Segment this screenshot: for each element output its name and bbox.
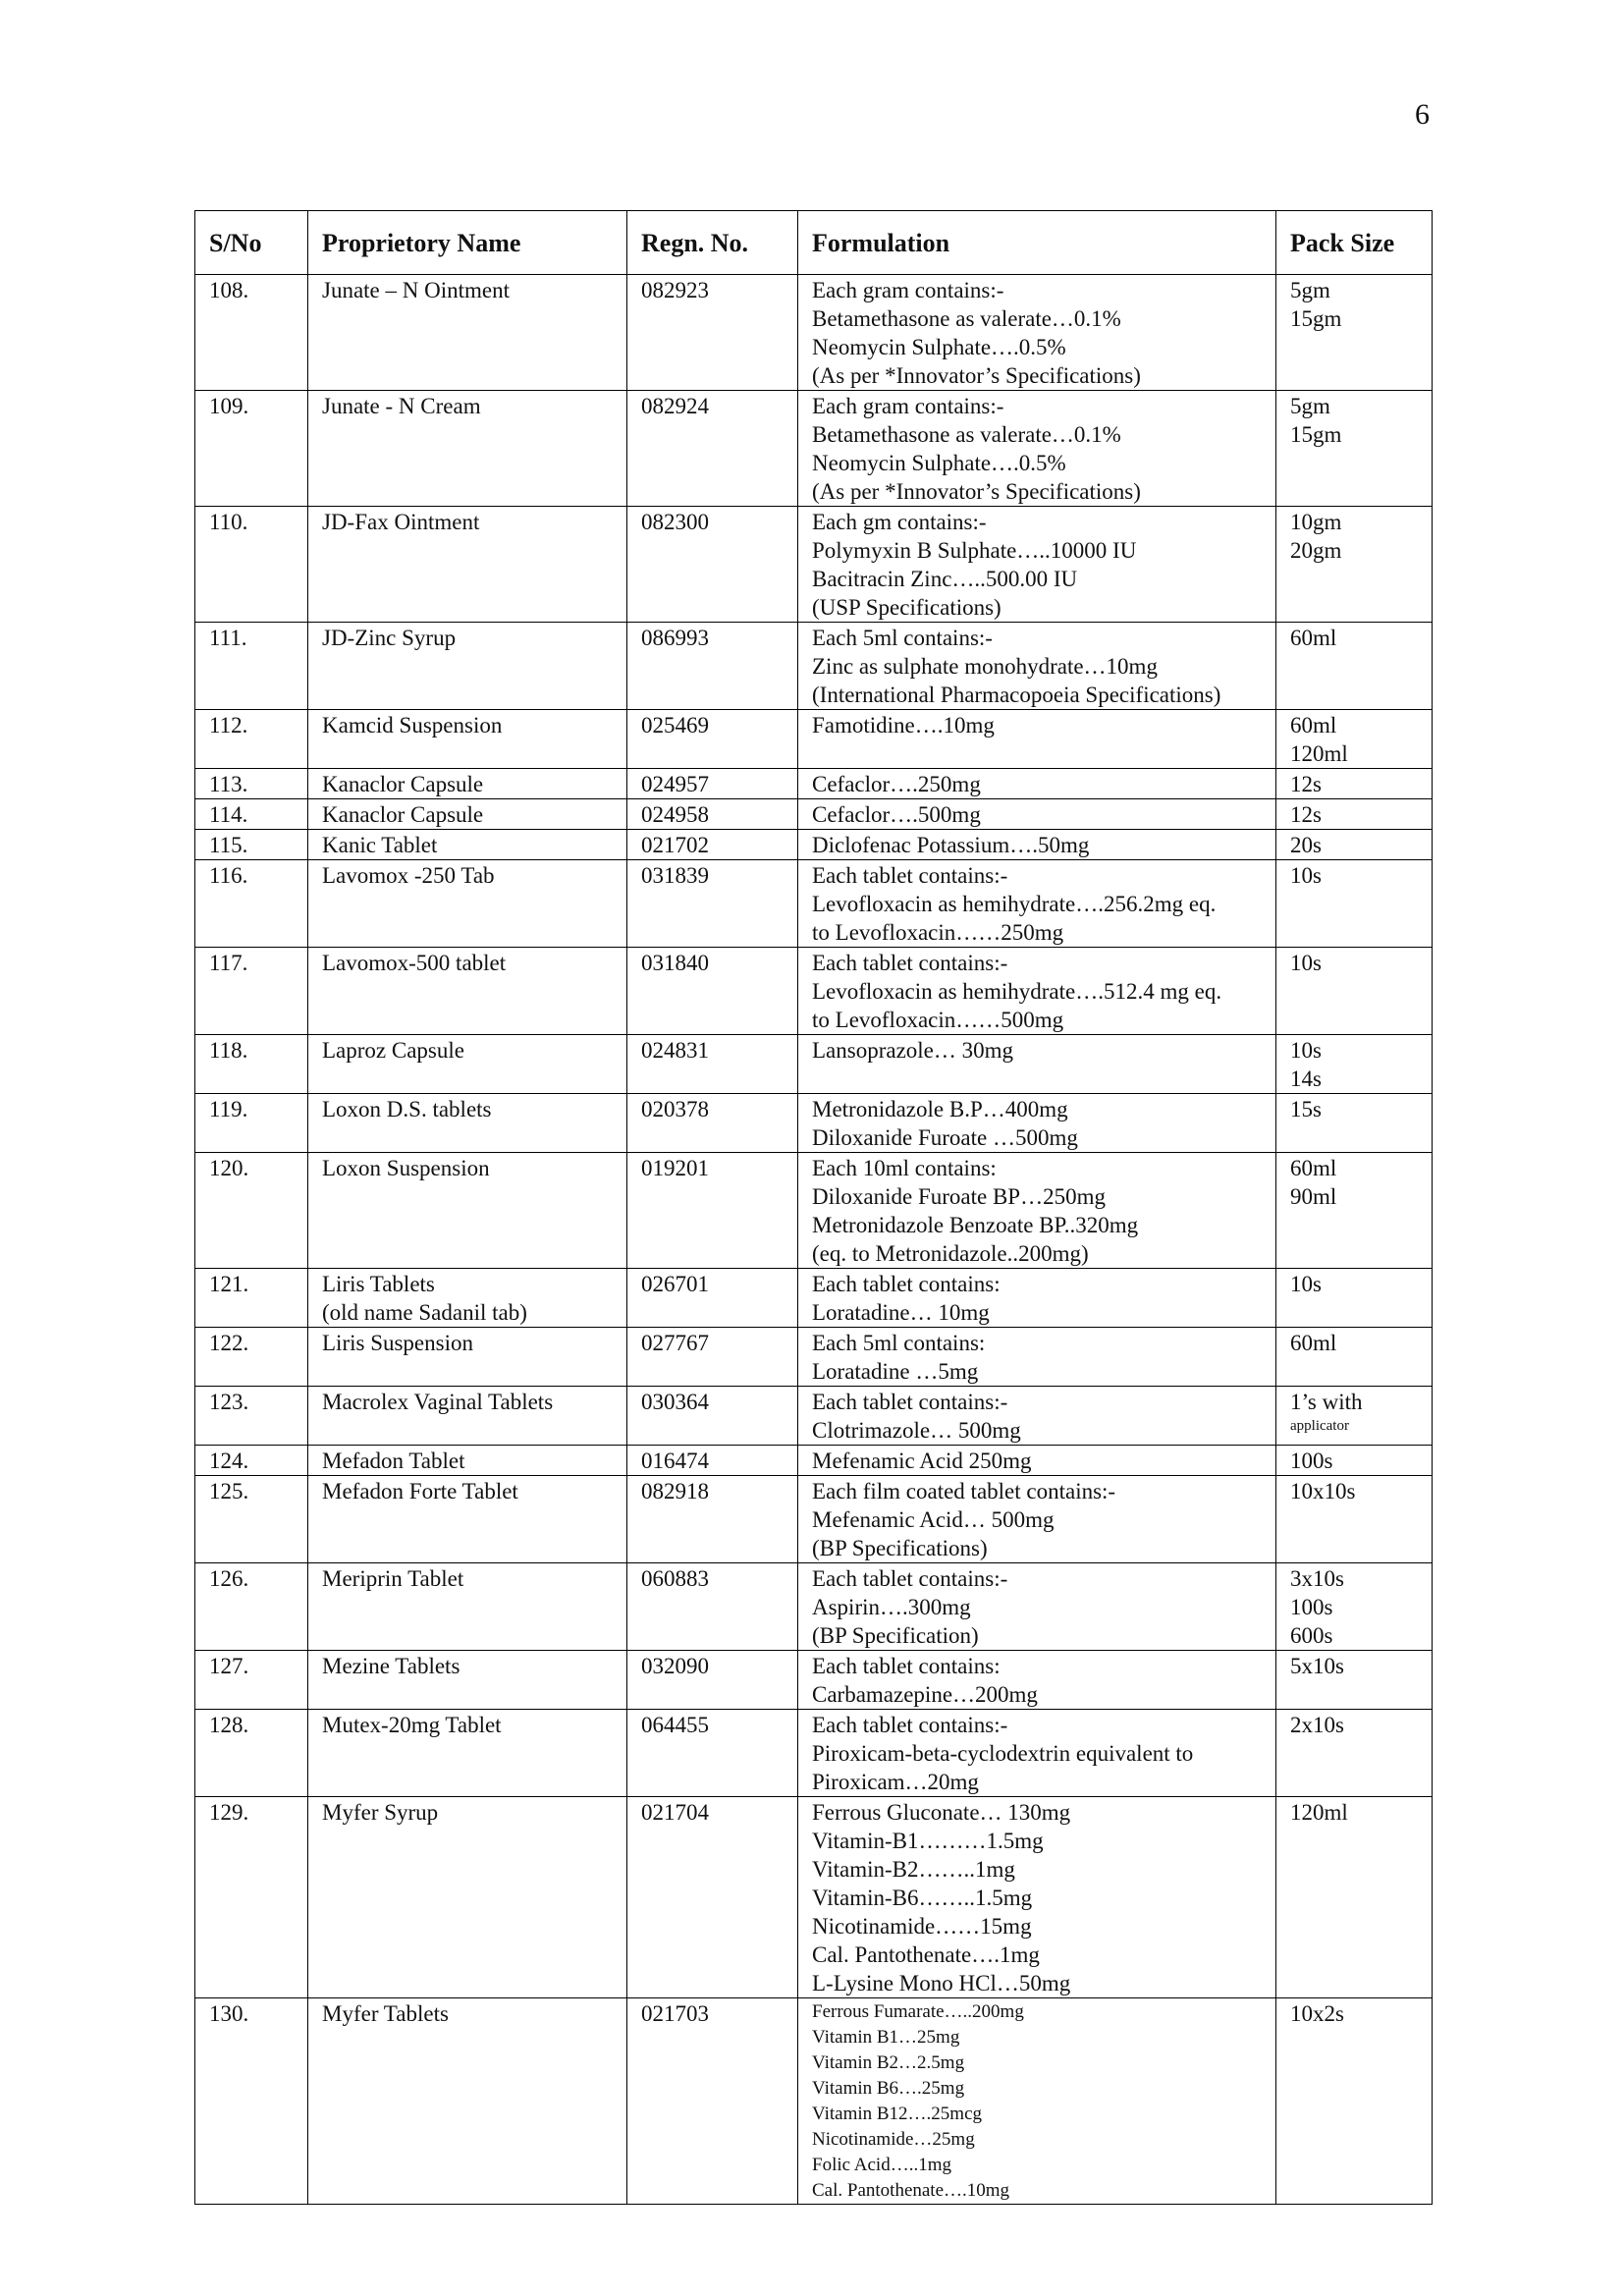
- cell-pack-size: [1276, 1998, 1433, 2205]
- header-proprietory-name: Proprietory Name: [308, 211, 627, 275]
- header-pack-size: Pack Size: [1276, 211, 1433, 275]
- cell-pack-size: [1276, 830, 1433, 860]
- table-row: [195, 1328, 1433, 1387]
- cell-formulation: [798, 830, 1276, 860]
- formulation-line: Levofloxacin as hemihydrate….512.4 mg eq.: [812, 979, 1222, 1004]
- cell-sno: 120.: [195, 1153, 308, 1269]
- formulation-line: Vitamin B12….25mcg: [812, 2104, 983, 2124]
- pack-line: 14s: [1290, 1066, 1322, 1091]
- cell-regn-no: 060883: [627, 1563, 798, 1651]
- name-line: Liris Suspension: [322, 1331, 473, 1355]
- cell-proprietory-name: [308, 1998, 627, 2205]
- cell-pack-size: [1276, 769, 1433, 799]
- cell-formulation: [798, 710, 1276, 769]
- cell-sno: 112.: [195, 710, 308, 769]
- cell-proprietory-name: [308, 710, 627, 769]
- cell-regn-no: 019201: [627, 1153, 798, 1269]
- pack-line: 10s: [1290, 1038, 1322, 1063]
- formulation-line: Each tablet contains:: [812, 1272, 1001, 1296]
- name-line: Myfer Syrup: [322, 1800, 439, 1825]
- formulation-line: Neomycin Sulphate….0.5%: [812, 451, 1066, 475]
- formulation-line: Vitamin-B2……..1mg: [812, 1857, 1015, 1882]
- cell-pack-size: [1276, 1710, 1433, 1797]
- cell-formulation: [798, 1651, 1276, 1710]
- cell-pack-size: [1276, 860, 1433, 948]
- name-line: Mezine Tablets: [322, 1654, 460, 1678]
- cell-proprietory-name: [308, 1035, 627, 1094]
- table-row: [195, 1710, 1433, 1797]
- formulation-line: Cefaclor….250mg: [812, 772, 981, 796]
- cell-sno: 125.: [195, 1476, 308, 1563]
- cell-proprietory-name: [308, 1476, 627, 1563]
- cell-sno: 108.: [195, 275, 308, 391]
- cell-sno: 130.: [195, 1998, 308, 2205]
- header-sno: S/No: [195, 211, 308, 275]
- pack-line: 15gm: [1290, 422, 1342, 447]
- cell-formulation: [798, 507, 1276, 623]
- cell-proprietory-name: [308, 860, 627, 948]
- cell-formulation: [798, 799, 1276, 830]
- pack-line: 10x10s: [1290, 1479, 1356, 1503]
- cell-regn-no: 016474: [627, 1446, 798, 1476]
- name-line: Liris Tablets: [322, 1272, 435, 1296]
- table-row: [195, 1094, 1433, 1153]
- pack-line: 1’s with: [1290, 1390, 1363, 1414]
- cell-proprietory-name: [308, 1094, 627, 1153]
- cell-pack-size: [1276, 1476, 1433, 1563]
- cell-regn-no: 031839: [627, 860, 798, 948]
- cell-formulation: [798, 1153, 1276, 1269]
- cell-proprietory-name: [308, 830, 627, 860]
- formulation-line: Aspirin….300mg: [812, 1595, 971, 1619]
- formulation-line: Mefenamic Acid 250mg: [812, 1449, 1032, 1473]
- cell-proprietory-name: [308, 799, 627, 830]
- table-row: [195, 948, 1433, 1035]
- formulation-line: Betamethasone as valerate…0.1%: [812, 306, 1121, 331]
- formulation-line: to Levofloxacin……250mg: [812, 920, 1064, 945]
- name-line: Kamcid Suspension: [322, 713, 503, 738]
- cell-pack-size: [1276, 1328, 1433, 1387]
- cell-regn-no: 082918: [627, 1476, 798, 1563]
- cell-proprietory-name: [308, 1651, 627, 1710]
- cell-formulation: [798, 1797, 1276, 1998]
- pack-line: 10x2s: [1290, 2001, 1344, 2026]
- cell-proprietory-name: [308, 1446, 627, 1476]
- cell-formulation: [798, 948, 1276, 1035]
- table-row: [195, 1476, 1433, 1563]
- cell-proprietory-name: [308, 1797, 627, 1998]
- cell-formulation: [798, 1035, 1276, 1094]
- formulation-line: Each tablet contains:-: [812, 951, 1008, 975]
- cell-pack-size: [1276, 710, 1433, 769]
- cell-sno: 126.: [195, 1563, 308, 1651]
- cell-regn-no: 024957: [627, 769, 798, 799]
- cell-proprietory-name: [308, 1269, 627, 1328]
- cell-proprietory-name: [308, 1710, 627, 1797]
- formulation-line: Nicotinamide…25mg: [812, 2129, 975, 2150]
- table-row: [195, 860, 1433, 948]
- formulation-line: Clotrimazole… 500mg: [812, 1418, 1021, 1443]
- cell-formulation: [798, 391, 1276, 507]
- cell-formulation: [798, 1094, 1276, 1153]
- cell-proprietory-name: [308, 1153, 627, 1269]
- formulation-line: Vitamin B1…25mg: [812, 2027, 960, 2048]
- formulation-line: Loratadine… 10mg: [812, 1300, 990, 1325]
- formulation-line: Metronidazole Benzoate BP..320mg: [812, 1213, 1139, 1237]
- cell-pack-size: [1276, 1094, 1433, 1153]
- name-line: Macrolex Vaginal Tablets: [322, 1390, 554, 1414]
- formulation-line: Piroxicam-beta-cyclodextrin equivalent to: [812, 1741, 1194, 1766]
- table-body: [195, 275, 1433, 2205]
- cell-pack-size: [1276, 1269, 1433, 1328]
- cell-regn-no: 020378: [627, 1094, 798, 1153]
- formulation-line: Metronidazole B.P…400mg: [812, 1097, 1068, 1121]
- formulation-line: Each tablet contains:: [812, 1654, 1001, 1678]
- name-line: Mefadon Forte Tablet: [322, 1479, 518, 1503]
- table-row: [195, 391, 1433, 507]
- pack-line: 10s: [1290, 1272, 1322, 1296]
- drug-registration-table: [194, 210, 1433, 2205]
- table-row: [195, 1446, 1433, 1476]
- table-row: [195, 1387, 1433, 1446]
- cell-pack-size: [1276, 1797, 1433, 1998]
- name-line: Laproz Capsule: [322, 1038, 464, 1063]
- cell-pack-size: [1276, 1651, 1433, 1710]
- cell-sno: 128.: [195, 1710, 308, 1797]
- cell-sno: 110.: [195, 507, 308, 623]
- cell-proprietory-name: [308, 623, 627, 710]
- formulation-line: (As per *Innovator’s Specifications): [812, 363, 1141, 388]
- cell-sno: 124.: [195, 1446, 308, 1476]
- table-row: [195, 1153, 1433, 1269]
- table-row: [195, 830, 1433, 860]
- cell-regn-no: 086993: [627, 623, 798, 710]
- cell-sno: 127.: [195, 1651, 308, 1710]
- cell-pack-size: [1276, 1153, 1433, 1269]
- cell-regn-no: 064455: [627, 1710, 798, 1797]
- table-row: [195, 1563, 1433, 1651]
- cell-sno: 111.: [195, 623, 308, 710]
- cell-sno: 114.: [195, 799, 308, 830]
- table-row: [195, 1998, 1433, 2205]
- formulation-line: Each gm contains:-: [812, 510, 987, 534]
- formulation-line: Loratadine …5mg: [812, 1359, 979, 1384]
- formulation-line: Levofloxacin as hemihydrate….256.2mg eq.: [812, 892, 1217, 916]
- cell-pack-size: [1276, 391, 1433, 507]
- pack-line: 12s: [1290, 772, 1322, 796]
- formulation-line: Cal. Pantothenate….10mg: [812, 2180, 1010, 2201]
- cell-pack-size: [1276, 799, 1433, 830]
- formulation-line: Mefenamic Acid… 500mg: [812, 1507, 1055, 1532]
- cell-pack-size: [1276, 1563, 1433, 1651]
- name-line: Kanaclor Capsule: [322, 772, 484, 796]
- formulation-line: Each gram contains:-: [812, 278, 1004, 302]
- cell-pack-size: [1276, 948, 1433, 1035]
- formulation-line: Each 5ml contains:-: [812, 626, 993, 650]
- cell-proprietory-name: [308, 948, 627, 1035]
- formulation-line: Ferrous Gluconate… 130mg: [812, 1800, 1071, 1825]
- cell-sno: 113.: [195, 769, 308, 799]
- formulation-line: (International Pharmacopoeia Specifications): [812, 683, 1221, 707]
- cell-formulation: [798, 769, 1276, 799]
- cell-regn-no: 021704: [627, 1797, 798, 1998]
- formulation-line: (As per *Innovator’s Specifications): [812, 479, 1141, 504]
- pack-line: 5x10s: [1290, 1654, 1344, 1678]
- cell-pack-size: [1276, 507, 1433, 623]
- table-row: [195, 769, 1433, 799]
- cell-proprietory-name: [308, 391, 627, 507]
- table-row: [195, 1035, 1433, 1094]
- cell-formulation: [798, 1710, 1276, 1797]
- name-line: Junate – N Ointment: [322, 278, 510, 302]
- formulation-line: Bacitracin Zinc…..500.00 IU: [812, 567, 1078, 591]
- page-number: 6: [1415, 98, 1430, 131]
- formulation-line: Vitamin B2…2.5mg: [812, 2052, 965, 2073]
- pack-line: 2x10s: [1290, 1713, 1344, 1737]
- formulation-line: Vitamin B6….25mg: [812, 2078, 965, 2099]
- cell-formulation: [798, 1328, 1276, 1387]
- table-row: [195, 799, 1433, 830]
- cell-proprietory-name: [308, 275, 627, 391]
- name-line: Mefadon Tablet: [322, 1449, 465, 1473]
- cell-sno: 121.: [195, 1269, 308, 1328]
- table-row: [195, 1651, 1433, 1710]
- pack-line: 10gm: [1290, 510, 1342, 534]
- pack-line: 15gm: [1290, 306, 1342, 331]
- cell-formulation: [798, 1446, 1276, 1476]
- cell-proprietory-name: [308, 1387, 627, 1446]
- formulation-line: Neomycin Sulphate….0.5%: [812, 335, 1066, 359]
- cell-proprietory-name: [308, 769, 627, 799]
- name-line: Loxon Suspension: [322, 1156, 490, 1180]
- cell-formulation: [798, 1387, 1276, 1446]
- formulation-line: Each tablet contains:-: [812, 1390, 1008, 1414]
- formulation-line: Diclofenac Potassium….50mg: [812, 833, 1090, 857]
- cell-regn-no: 082923: [627, 275, 798, 391]
- name-line: Loxon D.S. tablets: [322, 1097, 492, 1121]
- name-line: (old name Sadanil tab): [322, 1300, 527, 1325]
- pack-line: 600s: [1290, 1623, 1333, 1648]
- formulation-line: Each tablet contains:-: [812, 863, 1008, 888]
- cell-formulation: [798, 860, 1276, 948]
- cell-regn-no: 027767: [627, 1328, 798, 1387]
- table-row: [195, 710, 1433, 769]
- formulation-line: Famotidine….10mg: [812, 713, 995, 738]
- formulation-line: (BP Specifications): [812, 1536, 988, 1560]
- formulation-line: Polymyxin B Sulphate…..10000 IU: [812, 538, 1137, 563]
- cell-pack-size: [1276, 623, 1433, 710]
- cell-regn-no: 026701: [627, 1269, 798, 1328]
- pack-line: 90ml: [1290, 1184, 1337, 1209]
- formulation-line: Nicotinamide……15mg: [812, 1914, 1032, 1939]
- formulation-line: Diloxanide Furoate BP…250mg: [812, 1184, 1106, 1209]
- formulation-line: (eq. to Metronidazole..200mg): [812, 1241, 1089, 1266]
- cell-regn-no: 021703: [627, 1998, 798, 2205]
- pack-line: 100s: [1290, 1595, 1333, 1619]
- cell-formulation: [798, 1998, 1276, 2205]
- cell-pack-size: [1276, 1446, 1433, 1476]
- cell-formulation: [798, 623, 1276, 710]
- name-line: Meriprin Tablet: [322, 1566, 464, 1591]
- cell-formulation: [798, 1563, 1276, 1651]
- cell-regn-no: 032090: [627, 1651, 798, 1710]
- cell-regn-no: 082924: [627, 391, 798, 507]
- cell-regn-no: 024958: [627, 799, 798, 830]
- name-line: Myfer Tablets: [322, 2001, 449, 2026]
- formulation-line: Piroxicam…20mg: [812, 1770, 979, 1794]
- pack-line: 12s: [1290, 802, 1322, 827]
- pack-line: 60ml: [1290, 713, 1337, 738]
- pack-line: 5gm: [1290, 394, 1330, 418]
- formulation-line: (USP Specifications): [812, 595, 1001, 620]
- cell-pack-size: [1276, 1387, 1433, 1446]
- formulation-line: Folic Acid…..1mg: [812, 2155, 951, 2175]
- cell-sno: 123.: [195, 1387, 308, 1446]
- formulation-line: (BP Specification): [812, 1623, 979, 1648]
- cell-formulation: [798, 1476, 1276, 1563]
- pack-line: 10s: [1290, 951, 1322, 975]
- cell-sno: 117.: [195, 948, 308, 1035]
- cell-regn-no: 031840: [627, 948, 798, 1035]
- formulation-line: Each film coated tablet contains:-: [812, 1479, 1116, 1503]
- cell-regn-no: 030364: [627, 1387, 798, 1446]
- pack-line: 20gm: [1290, 538, 1342, 563]
- cell-sno: 116.: [195, 860, 308, 948]
- cell-sno: 119.: [195, 1094, 308, 1153]
- cell-sno: 118.: [195, 1035, 308, 1094]
- pack-line: 15s: [1290, 1097, 1322, 1121]
- formulation-line: Cefaclor….500mg: [812, 802, 981, 827]
- cell-regn-no: 082300: [627, 507, 798, 623]
- formulation-line: Vitamin-B6……..1.5mg: [812, 1886, 1033, 1910]
- pack-line: 10s: [1290, 863, 1322, 888]
- cell-formulation: [798, 275, 1276, 391]
- formulation-line: Betamethasone as valerate…0.1%: [812, 422, 1121, 447]
- formulation-line: Vitamin-B1………1.5mg: [812, 1829, 1044, 1853]
- pack-line: 5gm: [1290, 278, 1330, 302]
- pack-line: 60ml: [1290, 1331, 1337, 1355]
- formulation-line: L-Lysine Mono HCl…50mg: [812, 1971, 1071, 1995]
- cell-regn-no: 021702: [627, 830, 798, 860]
- table-row: [195, 1269, 1433, 1328]
- formulation-line: Each tablet contains:-: [812, 1713, 1008, 1737]
- formulation-line: Carbamazepine…200mg: [812, 1682, 1038, 1707]
- cell-proprietory-name: [308, 1328, 627, 1387]
- cell-proprietory-name: [308, 1563, 627, 1651]
- formulation-line: Each gram contains:-: [812, 394, 1004, 418]
- name-line: Lavomox-500 tablet: [322, 951, 507, 975]
- pack-line: 120ml: [1290, 741, 1348, 766]
- formulation-line: Each tablet contains:-: [812, 1566, 1008, 1591]
- cell-sno: 109.: [195, 391, 308, 507]
- name-line: Junate - N Cream: [322, 394, 481, 418]
- table-row: [195, 275, 1433, 391]
- pack-note: applicator: [1290, 1418, 1349, 1434]
- pack-line: 100s: [1290, 1449, 1333, 1473]
- pack-line: 60ml: [1290, 1156, 1337, 1180]
- name-line: JD-Zinc Syrup: [322, 626, 457, 650]
- table-header-row: [195, 211, 1433, 275]
- table-row: [195, 623, 1433, 710]
- pack-line: 3x10s: [1290, 1566, 1344, 1591]
- cell-pack-size: [1276, 275, 1433, 391]
- name-line: Lavomox -250 Tab: [322, 863, 495, 888]
- header-formulation: Formulation: [798, 211, 1276, 275]
- cell-proprietory-name: [308, 507, 627, 623]
- cell-regn-no: 025469: [627, 710, 798, 769]
- cell-pack-size: [1276, 1035, 1433, 1094]
- cell-sno: 129.: [195, 1797, 308, 1998]
- formulation-line: Each 5ml contains:: [812, 1331, 986, 1355]
- pack-line: 120ml: [1290, 1800, 1348, 1825]
- cell-sno: 122.: [195, 1328, 308, 1387]
- formulation-line: Each 10ml contains:: [812, 1156, 997, 1180]
- name-line: JD-Fax Ointment: [322, 510, 480, 534]
- name-line: Kanic Tablet: [322, 833, 438, 857]
- name-line: Mutex-20mg Tablet: [322, 1713, 502, 1737]
- cell-regn-no: 024831: [627, 1035, 798, 1094]
- formulation-line: Zinc as sulphate monohydrate…10mg: [812, 654, 1158, 679]
- formulation-line: Diloxanide Furoate …500mg: [812, 1125, 1078, 1150]
- name-line: Kanaclor Capsule: [322, 802, 484, 827]
- formulation-line: to Levofloxacin……500mg: [812, 1008, 1064, 1032]
- cell-formulation: [798, 1269, 1276, 1328]
- pack-line: 60ml: [1290, 626, 1337, 650]
- cell-sno: 115.: [195, 830, 308, 860]
- formulation-line: Cal. Pantothenate….1mg: [812, 1942, 1040, 1967]
- formulation-line: Lansoprazole… 30mg: [812, 1038, 1014, 1063]
- formulation-line: Ferrous Fumarate…..200mg: [812, 2001, 1024, 2022]
- header-regn-no: Regn. No.: [627, 211, 798, 275]
- pack-line: 20s: [1290, 833, 1322, 857]
- table-row: [195, 1797, 1433, 1998]
- table-row: [195, 507, 1433, 623]
